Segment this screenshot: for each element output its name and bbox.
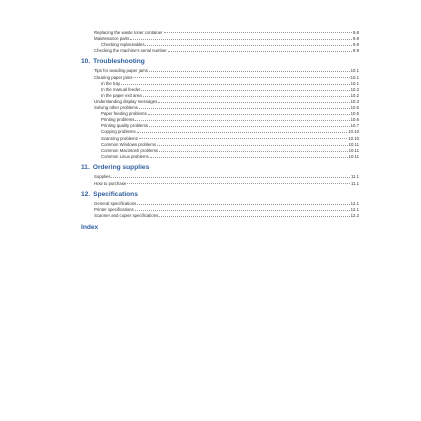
dot-leader <box>148 114 350 115</box>
toc-page-number: 12.2 <box>350 213 359 219</box>
toc-entry-label: Understanding display messages <box>94 98 158 104</box>
toc-page-number: 9.9 <box>353 35 359 41</box>
toc-entry-label: Common Macintosh problems <box>101 147 159 153</box>
dot-leader <box>121 84 350 85</box>
toc-page-number: 11.1 <box>350 180 359 186</box>
toc-entry-label: Solving other problems <box>94 105 138 110</box>
toc-entry[interactable] <box>94 36 359 41</box>
section-title: Ordering supplies <box>92 164 150 172</box>
toc-entry[interactable] <box>101 123 359 128</box>
section-title: Troubleshooting <box>93 58 145 66</box>
toc-entry-label: Printer specifications <box>94 207 134 213</box>
toc-entry-label: Copying problems <box>101 129 136 135</box>
dot-leader <box>135 120 349 121</box>
toc-entry-label: In the tray <box>101 80 121 86</box>
toc-entry[interactable] <box>101 136 359 141</box>
toc-entry-label: Tips for avoiding paper jams <box>94 68 148 74</box>
toc-entry[interactable] <box>101 117 359 122</box>
toc-entry-label: Maintenance parts <box>94 35 130 41</box>
toc-entry[interactable] <box>94 201 359 206</box>
dot-leader <box>141 90 349 91</box>
toc-entry[interactable] <box>101 142 359 147</box>
toc-entry[interactable] <box>94 181 359 186</box>
dot-leader <box>133 77 349 78</box>
section-number: 10. <box>81 58 91 66</box>
section-title: Index <box>81 223 99 231</box>
dot-leader <box>157 145 348 146</box>
toc-entry-label: Common Linux problems <box>101 153 149 159</box>
toc-page-number: 12.1 <box>350 207 359 213</box>
dot-leader <box>158 102 349 103</box>
toc-entry[interactable] <box>101 93 359 98</box>
toc-entry-label: Scanner and copier specifications <box>94 213 159 219</box>
dot-leader <box>137 204 349 205</box>
toc-entry-label: General specifications <box>94 201 137 207</box>
toc-page-number: 11.1 <box>350 174 359 180</box>
toc-entry[interactable] <box>101 148 359 153</box>
toc-page-number: 10.1 <box>350 74 359 80</box>
dot-leader <box>150 157 348 158</box>
toc-entry[interactable] <box>101 111 359 116</box>
dot-leader <box>139 108 350 109</box>
toc-page-number: 9.9 <box>353 41 359 47</box>
toc-entry[interactable] <box>94 105 359 110</box>
toc-page-number: 10.2 <box>350 92 359 98</box>
dot-leader <box>149 126 350 127</box>
section-heading[interactable] <box>81 164 149 171</box>
dot-leader <box>127 183 350 184</box>
toc-entry-label: In the paper exit area <box>101 92 142 98</box>
toc-entry[interactable] <box>94 174 359 179</box>
dot-leader <box>149 71 350 72</box>
toc-page-number: 12.1 <box>350 201 359 207</box>
toc-page-number: 10.3 <box>350 98 359 104</box>
toc-entry[interactable] <box>94 207 359 212</box>
toc-page-number: 10.5 <box>350 111 359 117</box>
toc-page-number: 10.11 <box>348 153 359 159</box>
toc-page-number: 10.6 <box>350 117 359 123</box>
toc-page-number: 10.11 <box>348 147 359 153</box>
toc-entry[interactable] <box>94 213 359 218</box>
toc-page-number: 10.1 <box>350 68 359 74</box>
dot-leader <box>145 45 352 46</box>
section-number: 12. <box>81 191 91 199</box>
toc-entry[interactable] <box>101 154 359 159</box>
toc-page-number: 10.1 <box>350 80 359 86</box>
section-heading[interactable] <box>81 224 98 231</box>
dot-leader <box>159 216 349 217</box>
toc-entry-label: Printing quality problems <box>101 123 149 129</box>
toc-entry-label: Checking the machine's serial number <box>94 47 167 53</box>
section-heading[interactable] <box>81 191 138 198</box>
toc-entry[interactable] <box>94 68 359 73</box>
toc-entry-label: Clearing paper jams <box>94 74 133 80</box>
toc-entry-label: Scanning problems <box>101 135 138 141</box>
toc-page-number: 9.9 <box>353 47 359 53</box>
toc-entry[interactable] <box>94 75 359 80</box>
dot-leader <box>159 151 347 152</box>
toc-entry[interactable] <box>101 42 359 47</box>
toc-entry-label: Paper feeding problems <box>101 111 147 117</box>
dot-leader <box>139 138 347 139</box>
toc-entry[interactable] <box>101 81 359 86</box>
toc-entry[interactable] <box>101 129 359 134</box>
dot-leader <box>135 210 350 211</box>
toc-page-number: 10.7 <box>350 123 359 129</box>
section-title: Specifications <box>93 191 138 199</box>
toc-entry-label: How to purchase <box>94 180 127 186</box>
dot-leader <box>137 132 348 133</box>
section-number: 11. <box>81 164 90 172</box>
toc-entry-label: Printing problems <box>101 117 135 123</box>
toc-entry-label: Common Windows problems <box>101 141 156 147</box>
toc-entry[interactable] <box>94 99 359 104</box>
toc-page-number: 10.10 <box>348 135 359 141</box>
toc-page-number: 10.2 <box>350 86 359 92</box>
dot-leader <box>130 39 352 40</box>
dot-leader <box>168 51 352 52</box>
toc-page-number: 10.11 <box>348 141 359 147</box>
toc-page-number: 10.5 <box>350 105 359 110</box>
toc-entry[interactable] <box>94 30 359 35</box>
toc-entry[interactable] <box>94 48 359 53</box>
toc-entry-label: Replacing the waste toner container <box>94 29 163 35</box>
toc-page-number: 9.8 <box>353 29 359 35</box>
toc-entry-label: Supplies <box>94 174 111 180</box>
dot-leader <box>111 177 349 178</box>
toc-entry-label: Checking replaceables <box>101 41 145 47</box>
toc-entry-label: In the manual feeder <box>101 86 141 92</box>
toc-page-number: 10.10 <box>348 129 359 135</box>
dot-leader <box>164 32 352 33</box>
section-heading[interactable] <box>81 58 145 65</box>
dot-leader <box>143 96 350 97</box>
toc-entry[interactable] <box>101 87 359 92</box>
